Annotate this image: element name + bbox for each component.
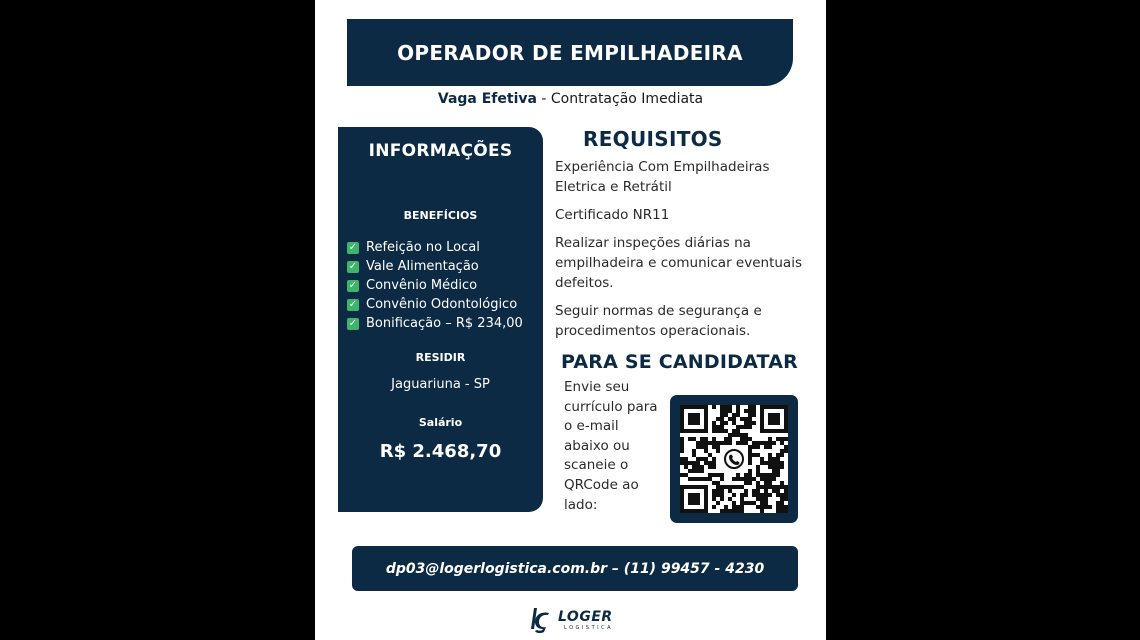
salario-value: R$ 2.468,70 <box>379 441 502 462</box>
title-banner <box>347 19 793 86</box>
check-box-icon: ✓ <box>348 317 358 329</box>
job-type: Vaga Efetiva <box>437 91 537 107</box>
benefit-item: ✓ Bonificação – R$ 234,00 <box>348 316 523 331</box>
salario-label: Salário <box>418 416 463 429</box>
logo-tagline: LOGISTICA <box>564 624 614 631</box>
apply-title: PARA SE CANDIDATAR <box>561 351 798 373</box>
requirement-item: Realizar inspeções diárias na empilhadeira e comunicar eventuais defeitos. <box>555 235 802 291</box>
job-subtitle <box>315 91 826 107</box>
residir-label: RESIDIR <box>415 351 466 364</box>
company-logo <box>530 604 613 636</box>
contact-bar <box>352 546 798 591</box>
check-box-icon: ✓ <box>348 260 358 272</box>
qr-pattern <box>680 405 788 513</box>
benefits-list <box>347 238 523 333</box>
benefit-item: ✓ Convênio Médico <box>348 278 478 293</box>
check-box-icon: ✓ <box>348 279 358 291</box>
residir-value: Jaguariuna - SP <box>391 377 490 392</box>
info-panel <box>338 127 543 512</box>
requirement-item: Certificado NR11 <box>555 207 670 223</box>
check-box-icon: ✓ <box>348 298 358 310</box>
check-box-icon: ✓ <box>348 241 358 253</box>
benefit-item: ✓ Refeição no Local <box>348 240 480 255</box>
qr-code-image <box>680 405 788 513</box>
requirements-title: REQUISITOS <box>583 127 723 151</box>
contact-email-phone[interactable]: dp03@logerlogistica.com.br – (11) 99457 - 4230 <box>385 560 765 577</box>
qr-code-icon[interactable] <box>670 395 798 523</box>
info-title: INFORMAÇÕES <box>368 141 513 161</box>
requirement-item: Experiência Com Empilhadeiras Eletrica e Retrátil <box>555 159 770 195</box>
benefits-label: BENEFÍCIOS <box>403 209 478 222</box>
benefit-item: ✓ Convênio Odontológico <box>348 297 518 312</box>
logo-text <box>558 610 613 631</box>
requirement-item: Seguir normas de segurança e procedimentos operacionais. <box>555 303 762 339</box>
apply-instructions: Envie seu currículo para o e-mail abaixo ou scaneie o QRCode ao lado: <box>564 379 658 513</box>
job-flyer <box>315 0 826 640</box>
job-hiring-note: - Contratação Imediata <box>536 91 704 107</box>
logo-name: LOGER <box>558 608 613 625</box>
logo-mark-icon <box>530 605 554 635</box>
benefit-item: ✓ Vale Alimentação <box>348 259 479 274</box>
job-title: OPERADOR DE EMPILHADEIRA <box>397 40 743 65</box>
